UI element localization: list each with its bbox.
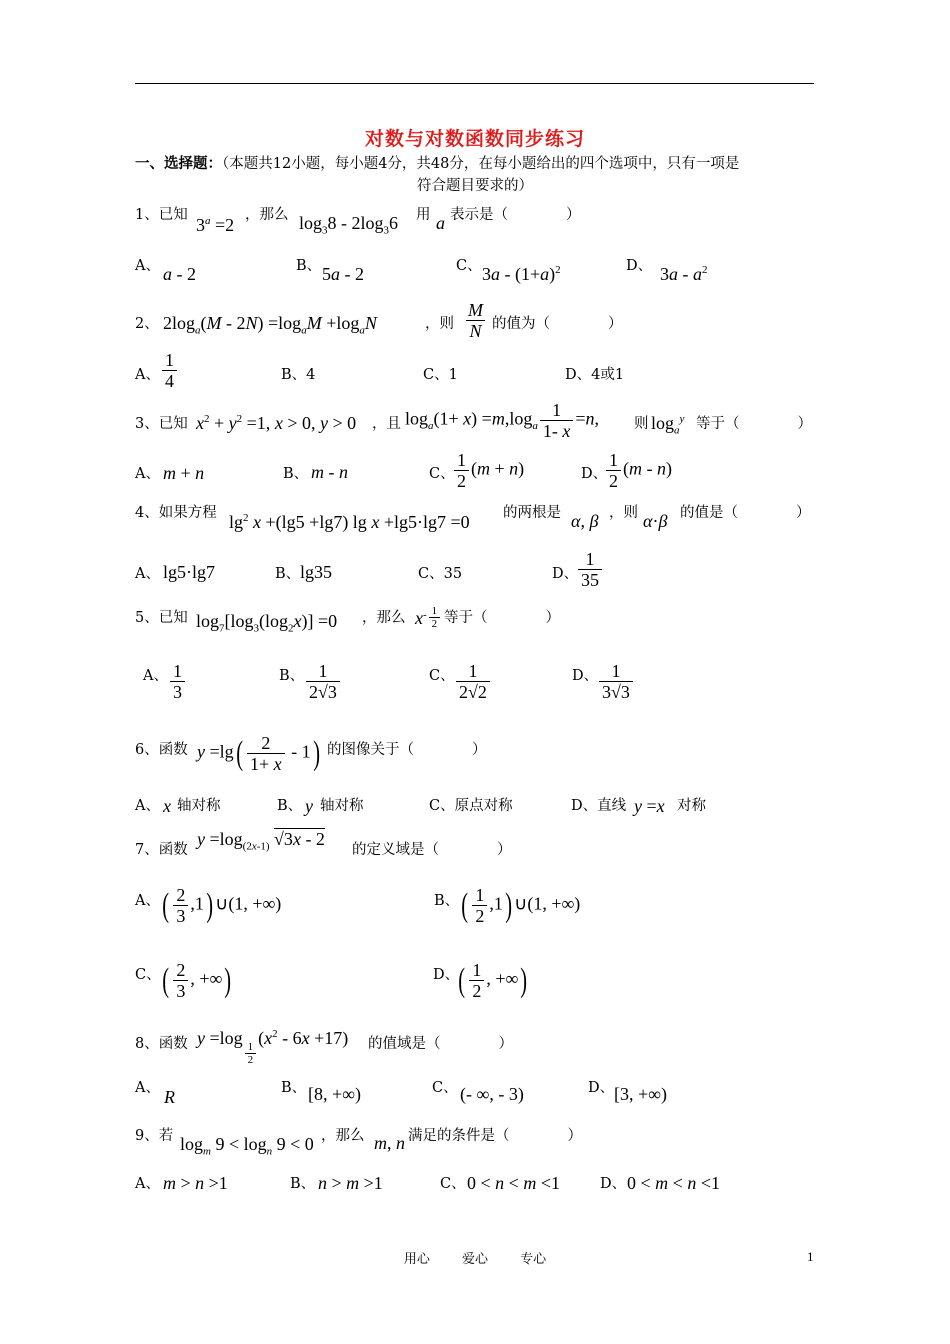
q1-tail: 表示是（ ） — [450, 207, 581, 223]
q2-option-a-label: A、 — [135, 367, 160, 383]
header-rule — [135, 83, 814, 84]
q6-option-b-text: 轴对称 — [320, 798, 364, 814]
q9-option-c: 0 < n < m <1 — [467, 1173, 560, 1193]
q4-roots: α, β — [571, 511, 599, 531]
q8-option-a: R — [164, 1087, 175, 1107]
q4-ze: ，则 — [609, 505, 638, 521]
q9-formula: $\log_m 9 < \log_n 9 < 0$ — [180, 1134, 314, 1158]
q5-stem: 5、已知 — [135, 610, 188, 626]
q4-option-b-label: B、 — [275, 566, 301, 582]
q2-tail: 的值为（ ） — [492, 316, 623, 332]
q3-option-c-label: C、 — [429, 466, 455, 482]
q1-option-c-label: C、 — [456, 258, 482, 274]
q4-option-b: lg35 — [300, 562, 333, 582]
q1-option-a: a - 2 — [163, 264, 196, 284]
q8-option-c: (- ∞, - 3) — [460, 1084, 524, 1104]
q6-option-b-label: B、 — [277, 798, 303, 814]
q8-tail: 的值域是（ ） — [368, 1036, 513, 1052]
q8-option-c-label: C、 — [432, 1080, 458, 1096]
q4-option-d-label: D、 — [552, 566, 579, 582]
q4-mid: 的两根是 — [503, 505, 561, 521]
q8-option-b: [8, +∞) — [308, 1084, 361, 1104]
q9-tail: 满足的条件是（ ） — [408, 1128, 582, 1144]
q3-option-c: $\frac{1}{2}$ (m + n) — [452, 450, 524, 491]
q5-option-c: $\frac{1}{2√2}$ — [454, 661, 492, 702]
section-desc-1: （本题共12小题，每小题4分，共48分，在每小题给出的四个选项中，只有一项是 — [222, 156, 740, 172]
q3-option-d: $\frac{1}{2}$ (m - n) — [604, 450, 672, 491]
q3-tail: 等于（ ） — [696, 416, 812, 432]
q9-mid: ，那么 — [321, 1128, 365, 1144]
q3-option-a: m + n — [163, 463, 205, 483]
q9-option-a-label: A、 — [135, 1176, 160, 1192]
q9-option-a: m > n >1 — [163, 1173, 228, 1193]
q6-option-d-text: 对称 — [677, 798, 706, 814]
q2-fraction: $\frac{M}{N}$ — [468, 300, 483, 341]
q5-option-d: $\frac{1}{3√3}$ — [597, 661, 635, 702]
q1-option-d: $3a - a^2$ — [660, 264, 708, 284]
q7-tail: 的定义域是（ ） — [352, 842, 512, 858]
q8-option-d-label: D、 — [588, 1080, 615, 1096]
q5-option-a-label: A、 — [143, 668, 168, 684]
q6-option-d-label: D、直线 — [571, 798, 627, 814]
q9-option-b-label: B、 — [290, 1176, 316, 1192]
page-title: 对数与对数函数同步练习 — [364, 128, 585, 150]
q8-stem: 8、函数 — [135, 1036, 188, 1052]
q4-option-a: lg5·lg7 — [163, 562, 215, 582]
q9-stem: 9、若 — [135, 1128, 174, 1144]
q5-option-b-label: B、 — [279, 668, 305, 684]
q1-option-d-label: D、 — [626, 258, 653, 274]
q7-option-a-label: A、 — [135, 893, 160, 909]
section-desc-2: 符合题目要求的） — [417, 178, 533, 194]
q7-option-d-label: D、 — [433, 967, 460, 983]
q3-option-b: m - n — [311, 462, 348, 482]
q1-option-c: $3a - (1+a)^2$ — [482, 264, 561, 284]
q1-mid: ，那么 — [245, 207, 289, 223]
q6-option-d-eq: y =x — [634, 796, 665, 816]
q4-option-c: C、35 — [418, 566, 463, 582]
q2-option-c: C、1 — [423, 367, 458, 383]
q3-formula-given: $x^2 + y^2 =1$, x > 0, y > 0 — [196, 413, 357, 433]
q5-formula: $\log_7[\log_3(\log_2x)] =0$ — [196, 611, 338, 635]
q7-option-a: ( $\frac{2}{3}$ ,1) ∪(1, +∞) — [162, 885, 282, 926]
q8-formula: y =log $\frac{1}{2}$ $(x^2 - 6x +17)$ — [197, 1028, 349, 1067]
q3-formula-target: $\log_a^y$ — [651, 413, 685, 437]
q7-formula: $y =\log_{(2x-1)}$ √3x - 2 — [197, 829, 325, 853]
q4-option-a-label: A、 — [135, 566, 160, 582]
q9-option-b: n > m >1 — [318, 1173, 383, 1193]
q2-stem: 2、 — [135, 316, 159, 332]
q5-option-a: $\frac{1}{3}$ — [168, 661, 187, 702]
q7-option-d: ( $\frac{1}{2}$ , +∞) — [458, 960, 528, 1001]
q5-option-b: $\frac{1}{2√3}$ — [304, 661, 342, 702]
q8-option-b-label: B、 — [281, 1080, 307, 1096]
q3-option-a-label: A、 — [135, 466, 160, 482]
q3-option-d-label: D、 — [581, 466, 608, 482]
q2-option-b: B、4 — [281, 367, 316, 383]
q7-option-b-label: B、 — [434, 893, 460, 909]
page-number: 1 — [807, 1249, 814, 1264]
q4-product: α·β — [643, 511, 668, 531]
q3-formula-cond: $\log_a(1+ x) =m,\log_a$ $\frac{1}{1- x}$ =n, — [405, 400, 599, 441]
q9-vars: m, n — [374, 1133, 405, 1153]
page-footer: 用心 爱心 专心 — [403, 1252, 547, 1267]
q5-option-d-label: D、 — [572, 668, 599, 684]
q1-formula-given: $3^a =2$ — [196, 215, 235, 235]
q7-option-c-label: C、 — [135, 967, 161, 983]
q5-power: x- $\frac{1}{2}$ — [415, 604, 442, 630]
q3-stem: 3、已知 — [135, 416, 188, 432]
q7-stem: 7、函数 — [135, 842, 188, 858]
section-label: 一、选择题： — [135, 155, 222, 172]
q4-equation: $\lg^2 x +(\lg 5 +\lg 7)$ lg x +lg5·lg7 =0 — [229, 512, 470, 532]
q6-tail: 的图像关于（ ） — [327, 742, 487, 758]
q7-option-c: ( $\frac{2}{3}$ , +∞) — [162, 960, 232, 1001]
q1-option-b: 5a - 2 — [322, 264, 364, 284]
q6-option-a-label: A、 — [135, 798, 160, 814]
q1-formula-expr: $\log_38 - 2\log_36$ — [299, 213, 399, 237]
q1-stem: 1、已知 — [135, 207, 188, 223]
q9-option-d: 0 < m < n <1 — [627, 1173, 720, 1193]
q4-tail: 的值是（ ） — [680, 505, 811, 521]
q6-option-c: C、原点对称 — [429, 798, 513, 814]
q1-option-a-label: A、 — [135, 258, 160, 274]
q2-option-a: $\frac{1}{4}$ — [160, 350, 179, 391]
q3-ze: 则 — [634, 416, 649, 432]
q3-mid: ，且 — [372, 416, 401, 432]
q3-option-b-label: B、 — [283, 466, 309, 482]
q1-yong: 用 — [416, 207, 431, 223]
q2-option-d: D、4或1 — [565, 367, 625, 383]
q6-formula: y =lg( $\frac{2}{1+ x}$ - 1) — [197, 733, 320, 774]
q6-option-a-text: 轴对称 — [177, 798, 221, 814]
q6-option-b-var: y — [305, 796, 313, 816]
q8-option-d: [3, +∞) — [614, 1084, 667, 1104]
q5-option-c-label: C、 — [429, 668, 455, 684]
q9-option-c-label: C、 — [440, 1176, 466, 1192]
q6-stem: 6、函数 — [135, 742, 188, 758]
section-heading — [135, 153, 815, 197]
q6-option-a-var: x — [163, 796, 171, 816]
q5-mid: ，那么 — [362, 610, 406, 626]
q1-option-b-label: B、 — [296, 258, 322, 274]
q8-option-a-label: A、 — [135, 1080, 160, 1096]
q2-mid: ，则 — [425, 316, 454, 332]
q7-option-b: ( $\frac{1}{2}$ ,1) ∪(1, +∞) — [461, 885, 581, 926]
q4-stem: 4、如果方程 — [135, 505, 217, 521]
q1-var: a — [436, 213, 445, 233]
q9-option-d-label: D、 — [600, 1176, 627, 1192]
q4-option-d: $\frac{1}{35}$ — [576, 549, 604, 590]
q2-formula: $2\log_a(M - 2N) =\log_aM +\log_aN$ — [163, 313, 377, 337]
q5-tail: 等于（ ） — [444, 610, 560, 626]
